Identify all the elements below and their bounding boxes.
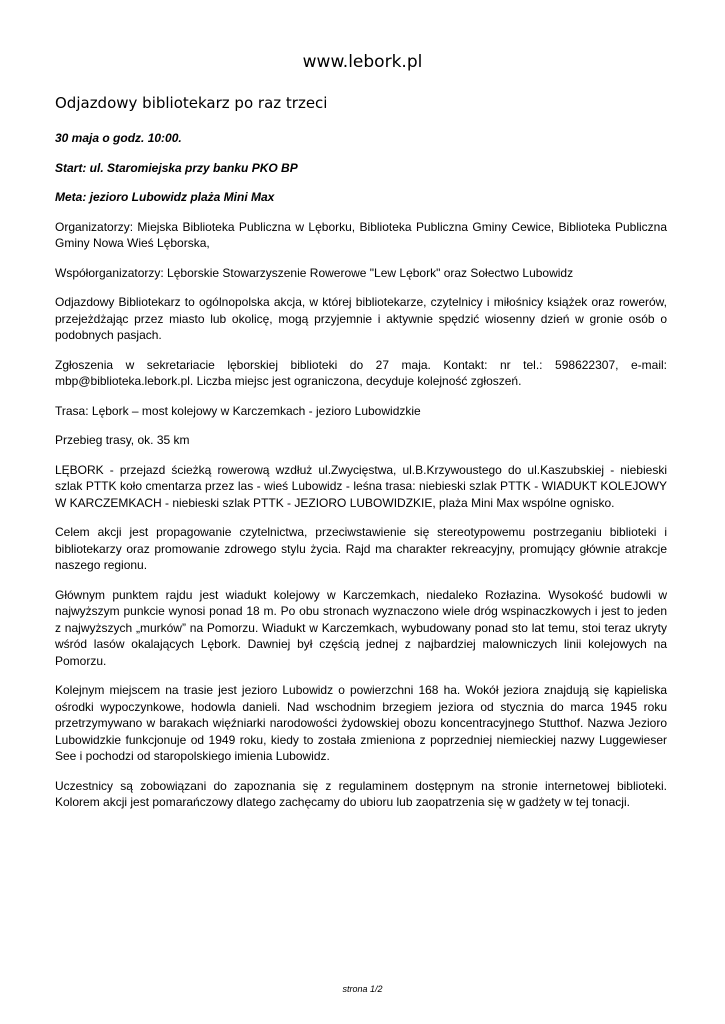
event-start: Start: ul. Staromiejska przy banku PKO BP (55, 160, 298, 175)
event-finish: Meta: jezioro Lubowidz plaża Mini Max (55, 190, 275, 204)
paragraph-route: Trasa: Lębork – most kolejowy w Karczemkach - jezioro Lubowidzkie (55, 403, 421, 418)
paragraph-route-details: LĘBORK - przejazd ścieżką rowerową wzdłuż ul.Zwycięstwa, ul.B.Krzywoustego do ul.Kaszubskiej - niebieski szlak PTTK koło cmentarza przez las - wieś Lubowidz - leśna trasa: niebieski szlak PTTK - WIADUKT KOLEJOWY W KARCZEMKACH - niebieski szlak PTTK - JEZIORO LUBOWIDZKIE, plaża Mini Max wspólne ognisko. (55, 462, 667, 510)
page-number: strona 1/2 (342, 984, 383, 994)
paragraph-viaduct: Głównym punktem rajdu jest wiadukt kolejowy w Karczemkach, niedaleko Rozłazina. Wysokość budowli w najwyższym punkcie wynosi ponad 18 m. Po obu stronach wyznaczono wiele dróg wspinaczkowych i jest to jeden z najwyższych „murków” na Pomorzu. Wiadukt w Karczemkach, wybudowany ponad sto lat temu, stoi teraz ukryty wśród lasów okalających Lębork. Dawniej był częścią jednej z najbardziej malowniczych linii kolejowych na Pomorzu. (55, 587, 667, 668)
article-body (55, 130, 667, 824)
article-title: Odjazdowy bibliotekarz po raz trzeci (55, 94, 328, 112)
paragraph-route-length: Przebieg trasy, ok. 35 km (55, 433, 190, 447)
paragraph-coorganizers: Współorganizatorzy: Lęborskie Stowarzyszenie Rowerowe "Lew Lębork" oraz Sołectwo Lubowidz (55, 265, 574, 280)
paragraph-goal: Celem akcji jest propagowanie czytelnictwa, przeciwstawienie się stereotypowemu postrzeganiu biblioteki i bibliotekarzy oraz promowanie zdrowego stylu życia. Rajd ma charakter rekreacyjny, promujący głównie atrakcje naszego regionu. (55, 525, 667, 572)
paragraph-registration: Zgłoszenia w sekretariacie lęborskiej biblioteki do 27 maja. Kontakt: nr tel.: 598622307, e-mail: mbp@biblioteka.lebork.pl. Liczba miejsc jest ograniczona, decyduje kolejność zgłoszeń. (55, 357, 667, 388)
event-date: 30 maja o godz. 10:00. (55, 131, 182, 145)
paragraph-rules: Uczestnicy są zobowiązani do zapoznania się z regulaminem dostępnym na stronie internetowej biblioteki. Kolorem akcji jest pomarańczowy dlatego zachęcamy do ubioru lub zaopatrzenia się w gadżety w tej tonacji. (55, 778, 667, 809)
paragraph-lake: Kolejnym miejscem na trasie jest jezioro Lubowidz o powierzchni 168 ha. Wokół jeziora znajdują się kąpieliska ośrodki wypoczynkowe, hodowla danieli. Nad wschodnim brzegiem jeziora od stycznia do marca 1945 roku przetrzymywano w barakach więźniarki narodowości żydowskiej obozu koncentracyjnego Stutthof. Nazwa Jezioro Lubowidzkie funkcjonuje od 1949 roku, kiedy to została zmieniona z poprzedniej niemieckiej nazwy Luggewieser See i pochodzi od staropolskiego imienia Lubowidz. (55, 683, 667, 763)
site-url-header: www.lebork.pl (302, 52, 423, 72)
paragraph-description: Odjazdowy Bibliotekarz to ogólnopolska akcja, w której bibliotekarze, czytelnicy i miłośnicy książek oraz rowerów, przejeżdżając przez miasto lub okolicę, mogą przyjemnie i aktywnie spędzić wiosenny dzień w gronie osób o podobnych pasjach. (55, 295, 667, 342)
paragraph-organizers: Organizatorzy: Miejska Biblioteka Publiczna w Lęborku, Biblioteka Publiczna Gminy Cewice, Biblioteka Publiczna Gminy Nowa Wieś Lęborska, (55, 219, 667, 250)
